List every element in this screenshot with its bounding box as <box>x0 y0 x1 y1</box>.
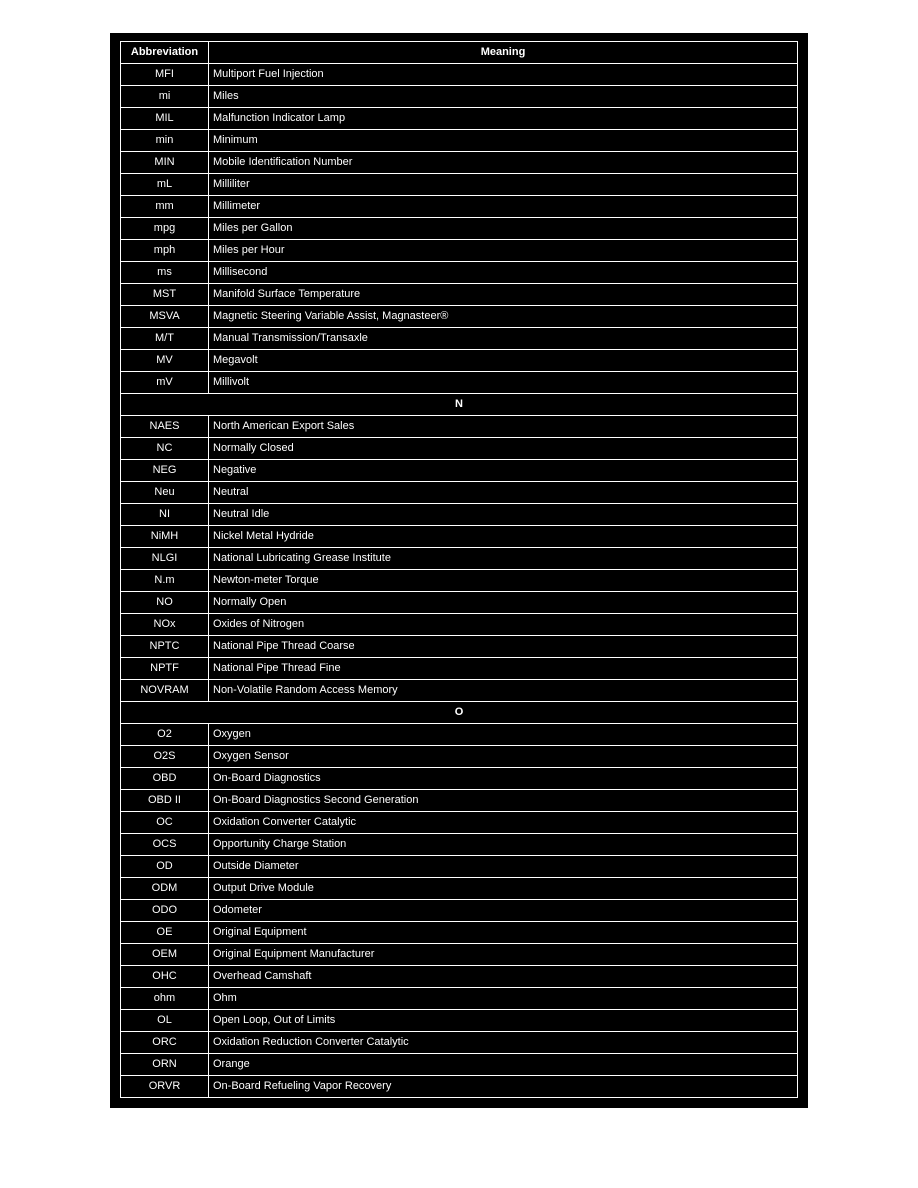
table-row <box>121 834 798 856</box>
abbreviation-cell: OCS <box>121 834 209 856</box>
meaning-cell: Newton-meter Torque <box>209 570 798 592</box>
meaning-cell: Millimeter <box>209 196 798 218</box>
table-row <box>121 1010 798 1032</box>
table-row <box>121 108 798 130</box>
abbreviation-cell: mi <box>121 86 209 108</box>
table-row <box>121 966 798 988</box>
abbreviation-cell: OC <box>121 812 209 834</box>
meaning-cell: Miles <box>209 86 798 108</box>
abbreviation-cell: ohm <box>121 988 209 1010</box>
abbreviation-cell: OE <box>121 922 209 944</box>
abbreviation-cell: mL <box>121 174 209 196</box>
meaning-cell: Multiport Fuel Injection <box>209 64 798 86</box>
abbreviation-cell: M/T <box>121 328 209 350</box>
meaning-cell: Milliliter <box>209 174 798 196</box>
table-row <box>121 636 798 658</box>
meaning-cell: Output Drive Module <box>209 878 798 900</box>
meaning-cell: Original Equipment Manufacturer <box>209 944 798 966</box>
meaning-cell: Miles per Gallon <box>209 218 798 240</box>
table-row <box>121 900 798 922</box>
meaning-cell: Opportunity Charge Station <box>209 834 798 856</box>
abbreviation-cell: NAES <box>121 416 209 438</box>
table-row <box>121 64 798 86</box>
abbreviation-cell: NO <box>121 592 209 614</box>
meaning-cell: On-Board Diagnostics Second Generation <box>209 790 798 812</box>
abbreviation-cell: mph <box>121 240 209 262</box>
meaning-column-header: Meaning <box>209 42 798 64</box>
section-header-row <box>121 702 798 724</box>
table-row <box>121 350 798 372</box>
meaning-cell: Oxides of Nitrogen <box>209 614 798 636</box>
table-row <box>121 570 798 592</box>
abbreviation-cell: ORN <box>121 1054 209 1076</box>
abbreviation-cell: NLGI <box>121 548 209 570</box>
meaning-cell: Malfunction Indicator Lamp <box>209 108 798 130</box>
meaning-cell: National Lubricating Grease Institute <box>209 548 798 570</box>
abbreviation-cell: min <box>121 130 209 152</box>
table-row <box>121 438 798 460</box>
abbreviation-cell: mV <box>121 372 209 394</box>
meaning-cell: Neutral <box>209 482 798 504</box>
meaning-cell: North American Export Sales <box>209 416 798 438</box>
abbreviation-cell: NOx <box>121 614 209 636</box>
meaning-cell: Ohm <box>209 988 798 1010</box>
abbreviation-cell: OBD <box>121 768 209 790</box>
table-row <box>121 130 798 152</box>
abbreviation-cell: OHC <box>121 966 209 988</box>
table-row <box>121 526 798 548</box>
table-row <box>121 724 798 746</box>
abbreviation-cell: MSVA <box>121 306 209 328</box>
abbreviation-cell: NC <box>121 438 209 460</box>
table-row <box>121 218 798 240</box>
table-row <box>121 790 798 812</box>
abbreviation-cell: MST <box>121 284 209 306</box>
section-header-row <box>121 394 798 416</box>
table-row <box>121 240 798 262</box>
meaning-cell: Outside Diameter <box>209 856 798 878</box>
meaning-cell: Magnetic Steering Variable Assist, Magnasteer® <box>209 306 798 328</box>
table-row <box>121 658 798 680</box>
table-row <box>121 988 798 1010</box>
meaning-cell: National Pipe Thread Coarse <box>209 636 798 658</box>
table-row <box>121 328 798 350</box>
abbreviation-cell: NPTF <box>121 658 209 680</box>
meaning-cell: Millivolt <box>209 372 798 394</box>
abbreviation-cell: O2 <box>121 724 209 746</box>
table-row <box>121 174 798 196</box>
abbreviation-table-container <box>110 33 808 1108</box>
meaning-cell: Overhead Camshaft <box>209 966 798 988</box>
meaning-cell: Oxygen Sensor <box>209 746 798 768</box>
meaning-cell: Odometer <box>209 900 798 922</box>
meaning-cell: Oxidation Converter Catalytic <box>209 812 798 834</box>
table-row <box>121 944 798 966</box>
abbreviation-cell: MIL <box>121 108 209 130</box>
table-row <box>121 152 798 174</box>
meaning-cell: Negative <box>209 460 798 482</box>
meaning-cell: Manifold Surface Temperature <box>209 284 798 306</box>
abbreviation-cell: mm <box>121 196 209 218</box>
meaning-cell: Millisecond <box>209 262 798 284</box>
abbreviation-cell: NOVRAM <box>121 680 209 702</box>
meaning-cell: Neutral Idle <box>209 504 798 526</box>
abbreviation-cell: ORVR <box>121 1076 209 1098</box>
abbreviation-table-body <box>121 64 798 1098</box>
abbreviation-cell: O2S <box>121 746 209 768</box>
abbreviation-cell: NEG <box>121 460 209 482</box>
table-row <box>121 592 798 614</box>
table-row <box>121 504 798 526</box>
meaning-cell: Orange <box>209 1054 798 1076</box>
abbreviation-cell: ODM <box>121 878 209 900</box>
table-row <box>121 878 798 900</box>
meaning-cell: Manual Transmission/Transaxle <box>209 328 798 350</box>
meaning-cell: Oxygen <box>209 724 798 746</box>
meaning-cell: Minimum <box>209 130 798 152</box>
abbreviation-cell: N.m <box>121 570 209 592</box>
table-row <box>121 306 798 328</box>
meaning-cell: Open Loop, Out of Limits <box>209 1010 798 1032</box>
table-row <box>121 922 798 944</box>
table-row <box>121 460 798 482</box>
abbreviation-cell: NPTC <box>121 636 209 658</box>
meaning-cell: Oxidation Reduction Converter Catalytic <box>209 1032 798 1054</box>
abbreviation-cell: MV <box>121 350 209 372</box>
meaning-cell: Nickel Metal Hydride <box>209 526 798 548</box>
meaning-cell: Original Equipment <box>209 922 798 944</box>
table-row <box>121 812 798 834</box>
abbreviation-cell: NiMH <box>121 526 209 548</box>
meaning-cell: Non-Volatile Random Access Memory <box>209 680 798 702</box>
table-row <box>121 372 798 394</box>
abbreviation-column-header: Abbreviation <box>121 42 209 64</box>
table-row <box>121 680 798 702</box>
abbreviation-table <box>120 41 798 1098</box>
abbreviation-cell: Neu <box>121 482 209 504</box>
table-row <box>121 1076 798 1098</box>
table-row <box>121 614 798 636</box>
meaning-cell: National Pipe Thread Fine <box>209 658 798 680</box>
abbreviation-cell: MFI <box>121 64 209 86</box>
abbreviation-cell: ODO <box>121 900 209 922</box>
table-row <box>121 196 798 218</box>
abbreviation-cell: ORC <box>121 1032 209 1054</box>
meaning-cell: On-Board Diagnostics <box>209 768 798 790</box>
abbreviation-cell: OL <box>121 1010 209 1032</box>
meaning-cell: Miles per Hour <box>209 240 798 262</box>
abbreviation-cell: OBD II <box>121 790 209 812</box>
table-row <box>121 416 798 438</box>
abbreviation-cell: OEM <box>121 944 209 966</box>
table-row <box>121 262 798 284</box>
table-row <box>121 768 798 790</box>
table-row <box>121 548 798 570</box>
table-header-row <box>121 42 798 64</box>
abbreviation-cell: NI <box>121 504 209 526</box>
meaning-cell: On-Board Refueling Vapor Recovery <box>209 1076 798 1098</box>
meaning-cell: Megavolt <box>209 350 798 372</box>
table-row <box>121 482 798 504</box>
table-row <box>121 86 798 108</box>
table-row <box>121 1054 798 1076</box>
abbreviation-cell: ms <box>121 262 209 284</box>
table-row <box>121 1032 798 1054</box>
table-row <box>121 856 798 878</box>
section-letter: N <box>121 394 798 416</box>
section-letter: O <box>121 702 798 724</box>
meaning-cell: Normally Closed <box>209 438 798 460</box>
table-row <box>121 746 798 768</box>
meaning-cell: Mobile Identification Number <box>209 152 798 174</box>
abbreviation-cell: OD <box>121 856 209 878</box>
abbreviation-cell: mpg <box>121 218 209 240</box>
abbreviation-cell: MIN <box>121 152 209 174</box>
meaning-cell: Normally Open <box>209 592 798 614</box>
table-row <box>121 284 798 306</box>
